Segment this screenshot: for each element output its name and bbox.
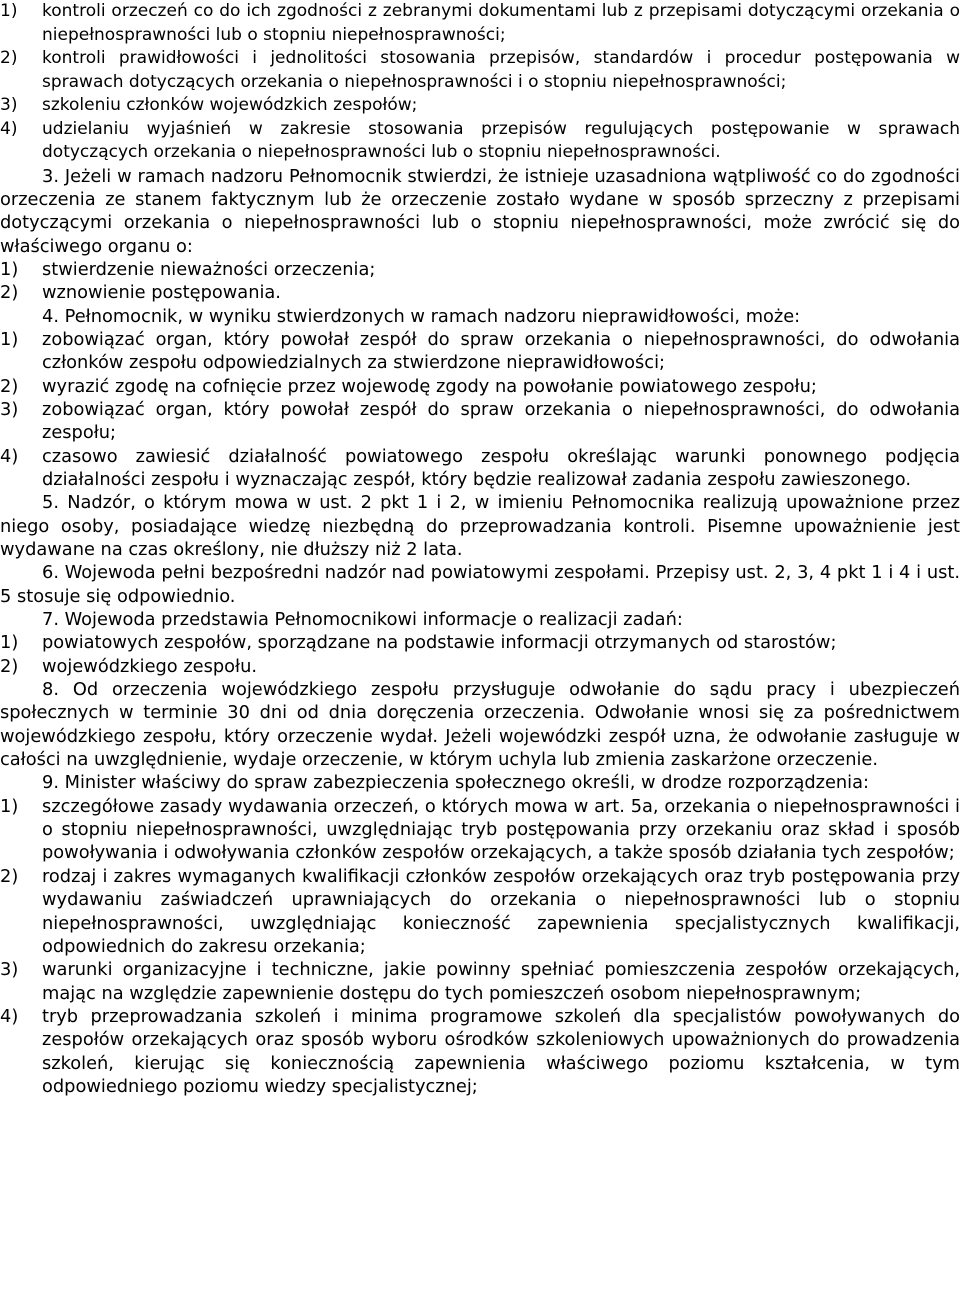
paragraph-text: Pełnomocnik, w wyniku stwierdzonych w ramach nadzoru nieprawidłowości, może: [64, 305, 801, 327]
item-number: 3) [0, 959, 19, 981]
list-item [0, 258, 960, 281]
item-text: powiatowych zespołów, sporządzane na podstawie informacji otrzymanych od starostów; [42, 632, 837, 654]
item-text: wznowienie postępowania. [42, 282, 281, 304]
list-item [0, 281, 960, 304]
paragraph-number: 4. [42, 305, 59, 327]
item-number: 1) [0, 328, 19, 350]
list-item [0, 795, 960, 865]
paragraph-text: Jeżeli w ramach nadzoru Pełnomocnik stwierdzi, że istnieje uzasadniona wątpliwość co do zgodności orzeczenia ze stanem faktycznym lub że orzeczenie zostało wydane w sposób sprzeczny z przepisami dotyczącymi orzekania o niepełnosprawności lub o stopniu niepełnosprawności, może zwrócić się do właściwego organu o: [0, 165, 960, 257]
item-text: tryb przeprowadzania szkoleń i minima programowe szkoleń dla specjalistów powoływanych do zespołów orzekających oraz sposób wyboru ośrodków szkoleniowych upoważnionych do prowadzenia szkoleń, kierując się koniecznością zapewnienia właściwego poziomu kształcenia, w tym odpowiedniego poziomu wiedzy specjalistycznej; [42, 1005, 960, 1097]
item-number: 2) [0, 282, 19, 304]
item-number: 1) [0, 795, 19, 817]
paragraph-text: Wojewoda pełni bezpośredni nadzór nad powiatowymi zespołami. Przepisy ust. 2, 3, 4 pkt 1 i 4 i ust. 5 stosuje się odpowiednio. [0, 562, 960, 607]
item-text: czasowo zawiesić działalność powiatowego zespołu określając warunki ponownego podjęcia działalności zespołu i wyznaczając zespół, który będzie realizował zadania zespołu zawieszonego. [42, 445, 960, 490]
list-item [0, 655, 960, 678]
item-text: wyrazić zgodę na cofnięcie przez wojewodę zgody na powołanie powiatowego zespołu; [42, 375, 817, 397]
item-number: 4) [0, 1005, 19, 1027]
item-text: zobowiązać organ, który powołał zespół do spraw orzekania o niepełnosprawności, do odwołania członków zespołu odpowiedzialnych za stwierdzone nieprawidłowości; [42, 328, 960, 374]
paragraph-6 [0, 561, 960, 608]
paragraph-3 [0, 165, 960, 258]
item-text: stwierdzenie nieważności orzeczenia; [42, 258, 376, 280]
paragraph-text: Minister właściwy do spraw zabezpieczenia społecznego określi, w drodze rozporządzenia: [64, 772, 870, 794]
paragraph-7 [0, 608, 960, 631]
item-text: wojewódzkiego zespołu. [42, 655, 258, 677]
list-item [0, 328, 960, 375]
item-text: kontroli orzeczeń co do ich zgodności z zebranymi dokumentami lub z przepisami dotyczącymi orzekania o niepełnosprawności lub o stopniu niepełnosprawności; [42, 1, 960, 45]
paragraph-number: 6. [42, 562, 59, 584]
paragraph-8 [0, 678, 960, 771]
item-number: 2) [0, 48, 18, 68]
list-item [0, 94, 960, 118]
item-number: 1) [0, 258, 19, 280]
item-text: udzielaniu wyjaśnień w zakresie stosowania przepisów regulujących postępowanie w sprawach dotyczących orzekania o niepełnosprawności lub o stopniu niepełnosprawności. [42, 118, 960, 162]
item-number: 2) [0, 865, 19, 887]
paragraph-5 [0, 491, 960, 561]
main-body [0, 165, 960, 1099]
item-text: rodzaj i zakres wymaganych kwalifikacji członków zespołów orzekających oraz tryb postępowania przy wydawaniu zaświadczeń uprawniających do orzekania o niepełnosprawności lub o stopniu niepełnosprawności, uwzględniając konieczność zapewnienia specjalistycznych kwalifikacji, odpowiednich do zakresu orzekania; [42, 865, 960, 957]
section-1-list [0, 0, 960, 165]
paragraph-4 [0, 305, 960, 328]
item-text: szczegółowe zasady wydawania orzeczeń, o których mowa w art. 5a, orzekania o niepełnosprawności i o stopniu niepełnosprawności, uwzględniając tryb postępowania przy orzekaniu oraz skład i sposób powoływania i odwoływania członków zespołów orzekających, a także sposób działania tych zespołów; [42, 795, 960, 864]
item-number: 4) [0, 445, 19, 467]
paragraph-number: 5. [42, 492, 59, 514]
paragraph-text: Od orzeczenia wojewódzkiego zespołu przysługuje odwołanie do sądu pracy i ubezpieczeń społecznych w terminie 30 dni od dnia doręczenia orzeczenia. Odwołanie wnosi się za pośrednictwem wojewódzkiego zespołu, który orzeczenie wydał. Jeżeli wojewódzki zespół uzna, że odwołanie zasługuje w całości na uwzględnienie, wydaje orzeczenie, w którym uchyla lub zmienia zaskarżone orzeczenie. [0, 679, 960, 771]
item-text: szkoleniu członków wojewódzkich zespołów; [42, 95, 418, 115]
item-number: 1) [0, 632, 19, 654]
list-item [0, 118, 960, 165]
list-item [0, 865, 960, 958]
item-number: 4) [0, 118, 18, 139]
list-item [0, 958, 960, 1005]
item-text: kontroli prawidłowości i jednolitości stosowania przepisów, standardów i procedur postępowania w sprawach dotyczących orzekania o niepełnosprawności i o stopniu niepełnosprawności; [42, 48, 960, 92]
list-item [0, 47, 960, 94]
list-item [0, 631, 960, 654]
item-number: 1) [0, 1, 18, 21]
list-item [0, 1005, 960, 1098]
item-text: warunki organizacyjne i techniczne, jakie powinny spełniać pomieszczenia zespołów orzekających, mając na względzie zapewnienie dostępu do tych pomieszczeń osobom niepełnosprawnym; [42, 959, 960, 1004]
list-item [0, 375, 960, 398]
paragraph-number: 9. [42, 772, 59, 794]
list-item [0, 0, 960, 47]
paragraph-number: 3. [42, 165, 59, 187]
item-number: 2) [0, 655, 19, 677]
paragraph-text: Wojewoda przedstawia Pełnomocnikowi informacje o realizacji zadań: [64, 609, 683, 631]
paragraph-number: 7. [42, 609, 59, 631]
paragraph-text: Nadzór, o którym mowa w ust. 2 pkt 1 i 2, w imieniu Pełnomocnika realizują upoważnione przez niego osoby, posiadające wiedzę niezbędną do przeprowadzania kontroli. Pisemne upoważnienie jest wydawane na czas określony, nie dłuższy niż 2 lata. [0, 492, 960, 560]
paragraph-9 [0, 771, 960, 794]
list-item [0, 445, 960, 492]
list-item [0, 398, 960, 445]
item-number: 2) [0, 375, 19, 397]
item-number: 3) [0, 398, 19, 420]
item-text: zobowiązać organ, który powołał zespół do spraw orzekania o niepełnosprawności, do odwołania zespołu; [42, 398, 960, 444]
item-number: 3) [0, 95, 18, 115]
paragraph-number: 8. [42, 679, 59, 701]
